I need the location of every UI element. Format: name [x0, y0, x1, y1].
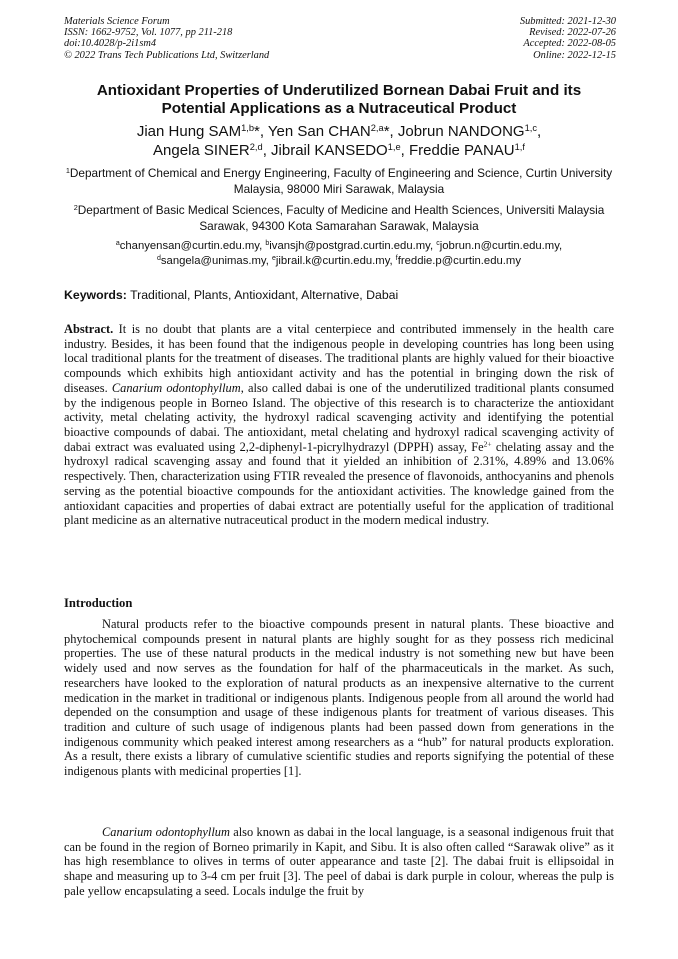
- journal-name: Materials Science Forum: [64, 16, 170, 27]
- author-affiliation-mark: 1,f: [514, 141, 525, 152]
- species-name: Canarium odontophyllum: [111, 380, 241, 395]
- email-address: chanyensan@curtin.edu.my,: [119, 240, 266, 252]
- affiliation-2: [60, 203, 618, 234]
- email-address: ivansjh@postgrad.curtin.edu.my,: [269, 240, 437, 252]
- email-mark: e: [272, 255, 276, 263]
- author-emails: [55, 239, 623, 270]
- affiliation-text: Department of Basic Medical Sciences, Faculty of Medicine and Health Sciences, Universiti Malaysia Sarawak, 94300 Kota Samarahan Sarawak, Malaysia: [77, 203, 605, 233]
- author-separator: ,: [262, 141, 272, 159]
- affiliation-mark: 1: [65, 165, 70, 175]
- date-accepted: Accepted: 2022-08-05: [523, 38, 616, 50]
- email-address: sangela@unimas.my,: [160, 255, 272, 268]
- email-mark: d: [157, 255, 161, 263]
- paper-title: [40, 82, 638, 117]
- date-online: Online: 2022-12-15: [533, 49, 616, 61]
- email-mark: f: [395, 255, 398, 263]
- keywords: [64, 288, 614, 303]
- publication-dates: [520, 16, 616, 61]
- author-name: Jobrun NANDONG: [397, 123, 525, 140]
- paragraph-text: also known as dabai in the local language, is a seasonal indigenous fruit that can be found in the region of Borneo primarily in Kapit, and Sibu. It is also often called “Sarawak olive” as it has high resemblance to olives in terms of outer appearance and taste [2]. The dabai fruit is ellipsoidal in shape and measuring up to 3-4 cm per fruit [3]. The peel of dabai is dark purple in colour, whereas the pulp is pale yellow encapsulating a seed. Locals indulge the fruit by: [64, 825, 614, 898]
- species-name: Canarium odontophyllum: [102, 825, 230, 839]
- author-name: Jibrail KANSEDO: [271, 141, 388, 159]
- author-affiliation-mark: 2,a: [370, 122, 384, 133]
- author-name: Jian Hung SAM: [136, 123, 242, 140]
- abstract-text: , also called dabai is one of the underutilized traditional plants consumed by the indigenous people in Borneo Island. The objective of this research is to characterize the antioxidant activity, metal chelating activity, the hydroxyl radical scavenging activity and identifying the potential bioactive compounds of dabai. The antioxidant, metal chelating and hydroxyl radical scavenging activity of dabai extract was evaluated using 2,2-diphenyl-1-picrylhydrazyl (DPPH) assay, Fe: [64, 380, 614, 454]
- email-line-2: [55, 254, 623, 269]
- email-line-1: [55, 239, 623, 254]
- email-mark: b: [265, 240, 270, 248]
- keywords-label: Keywords:: [64, 288, 127, 302]
- email-mark: a: [115, 240, 120, 248]
- author-separator: *,: [254, 123, 268, 140]
- author-name: Freddie PANAU: [409, 141, 515, 159]
- email-mark: c: [436, 240, 440, 248]
- affiliation-mark: 2: [73, 202, 78, 212]
- iron-charge: 2+: [483, 439, 492, 449]
- date-submitted: Submitted: 2021-12-30: [519, 16, 616, 27]
- date-revised: Revised: 2022-07-26: [529, 27, 616, 39]
- email-address: freddie.p@curtin.edu.my: [397, 255, 521, 268]
- journal-doi: doi:10.4028/p-2i1sm4: [64, 38, 157, 50]
- affiliation-text: Department of Chemical and Energy Engineering, Faculty of Engineering and Science, Curtin University Malaysia, 98000 Miri Sarawak, Malaysia: [69, 166, 613, 196]
- author-affiliation-mark: 2,d: [249, 141, 263, 152]
- abstract-text: chelating assay and the hydroxyl radical scavenging assay and found that it yielded an inhibition of 2.31%, 4.89% and 13.06% respectively. Then, characterization using FTIR revealed the presence of flavonoids, anthocyanins and phenols serving as the potential bioactive compounds for the antioxidant activities. The knowledge gained from the antioxidant capacities and properties of dabai extract are potentially useful for the application of traditional plant medicine as an alternative nutraceutical product in the modern medical industry.: [64, 439, 614, 528]
- author-name: Angela SINER: [153, 141, 250, 159]
- email-address: jobrun.n@curtin.edu.my,: [439, 240, 563, 252]
- journal-copyright: © 2022 Trans Tech Publications Ltd, Switzerland: [64, 49, 270, 61]
- email-address: jibrail.k@curtin.edu.my,: [275, 255, 396, 268]
- author-name: Yen San CHAN: [267, 123, 371, 140]
- author-affiliation-mark: 1,e: [387, 141, 401, 152]
- journal-info: [64, 16, 269, 61]
- author-separator: *,: [383, 123, 398, 140]
- title-line-2: Potential Applications as a Nutraceutical Product: [161, 99, 517, 117]
- author-separator: ,: [400, 141, 410, 159]
- author-line-1: [40, 123, 638, 142]
- abstract-label: Abstract.: [64, 322, 114, 336]
- abstract-text: It is no doubt that plants are a vital centerpiece and contributed immensely in the health care industry. Besides, it has been found that the indigenous people in developing countries has long been using local traditional plants for the treatment of diseases. The traditional plants are highly valued for their bioactive compounds which exhibits high antioxidant activity and has the potential in bringing down the risk of diseases.: [64, 322, 614, 395]
- intro-paragraph-2: [64, 825, 614, 899]
- author-affiliation-mark: 1,c: [524, 122, 537, 133]
- keywords-text: Traditional, Plants, Antioxidant, Alternative, Dabai: [126, 288, 399, 302]
- section-heading-introduction: Introduction: [64, 596, 133, 610]
- affiliation-1: [60, 166, 618, 197]
- author-line-2: [40, 142, 638, 161]
- journal-issn: ISSN: 1662-9752, Vol. 1077, pp 211-218: [64, 27, 233, 39]
- author-separator: ,: [536, 123, 542, 140]
- author-list: [40, 123, 638, 160]
- intro-paragraph-1: Natural products refer to the bioactive compounds present in natural plants. These bioactive and phytochemical compounds present in natural plants are highly sought for as they possess rich medicinal properties. The use of these natural products in the medical industry is not something new but have been widely used and now serves as the foundation for half of the pharmaceuticals in the market. As such, researchers have looked to the exploration of natural products as an inexpensive alternative to the current medication in the market in traditional or indigenous plants. Indigenous people from all around the world had depended on the consumption and usage of these indigenous plants for treatment of various diseases. This tradition and culture of such usage of indigenous plants had been passed down from generations in the indigenous community which peaked interest among researchers as a “hub” for natural products exploration. As a result, there exists a library of cumulative scientific studies and reports signifying the potential of these indigenous plants with medicinal properties [1].: [64, 617, 614, 779]
- title-line-1: Antioxidant Properties of Underutilized Bornean Dabai Fruit and its: [96, 82, 582, 99]
- abstract: [64, 322, 614, 528]
- author-affiliation-mark: 1,b: [241, 122, 254, 133]
